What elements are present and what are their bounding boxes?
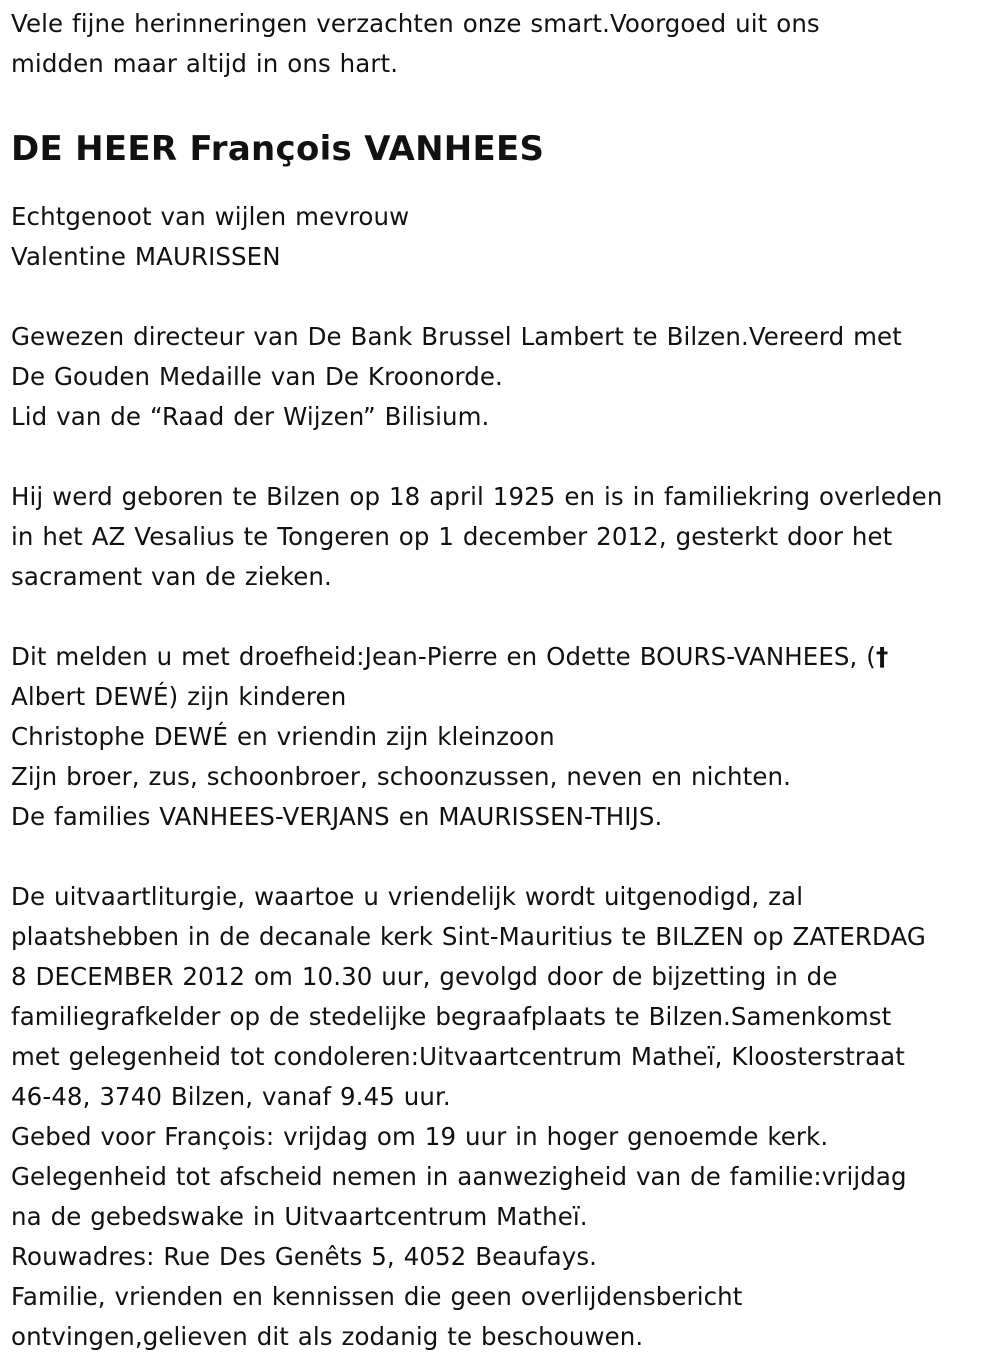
funeral-line: met gelegenheid tot condoleren:Uitvaartcentrum Matheï, Kloosterstraat	[11, 1041, 905, 1071]
paragraph-gap	[11, 597, 990, 637]
birth-death-line: Hij werd geboren te Bilzen op 18 april 1925 en is in familiekring overleden	[11, 481, 943, 511]
funeral-line: Rouwadres: Rue Des Genêts 5, 4052 Beaufays.	[11, 1241, 598, 1271]
funeral-line: Gelegenheid tot afscheid nemen in aanwezigheid van de familie:vrijdag	[11, 1161, 907, 1191]
funeral-line: plaatshebben in de decanale kerk Sint-Mauritius te BILZEN op ZATERDAG	[11, 921, 926, 951]
funeral-line: ontvingen,gelieven dit als zodanig te beschouwen.	[11, 1321, 644, 1351]
paragraph-gap	[11, 437, 990, 477]
funeral-line: Familie, vrienden en kennissen die geen overlijdensbericht	[11, 1281, 743, 1311]
spouse-line: Echtgenoot van wijlen mevrouw	[11, 201, 410, 231]
family-paragraph	[11, 637, 990, 837]
intro-line: midden maar altijd in ons hart.	[11, 49, 399, 78]
family-line: Zijn broer, zus, schoonbroer, schoonzussen, neven en nichten.	[11, 761, 791, 791]
birth-death-paragraph	[11, 477, 990, 597]
funeral-line: na de gebedswake in Uitvaartcentrum Matheï.	[11, 1201, 588, 1231]
career-paragraph	[11, 317, 990, 437]
family-line: Christophe DEWÉ en vriendin zijn kleinzoon	[11, 721, 555, 751]
family-line: Albert DEWÉ) zijn kinderen	[11, 681, 347, 711]
intro-line: Vele fijne herinneringen verzachten onze smart.Voorgoed uit ons	[11, 9, 820, 38]
cross-icon: †	[875, 641, 889, 671]
spouse-paragraph	[11, 197, 990, 277]
paragraph-gap	[11, 837, 990, 877]
funeral-line: Gebed voor François: vrijdag om 19 uur in hoger genoemde kerk.	[11, 1121, 829, 1151]
spouse-line: Valentine MAURISSEN	[11, 241, 281, 271]
family-announcement-text: Dit melden u met droefheid:Jean-Pierre en Odette BOURS-VANHEES, (	[11, 641, 876, 671]
funeral-line: 46-48, 3740 Bilzen, vanaf 9.45 uur.	[11, 1081, 451, 1111]
birth-death-line: in het AZ Vesalius te Tongeren op 1 december 2012, gesterkt door het	[11, 521, 893, 551]
family-line	[11, 637, 990, 677]
deceased-name-heading: DE HEER François VANHEES	[11, 129, 545, 169]
funeral-line: 8 DECEMBER 2012 om 10.30 uur, gevolgd door de bijzetting in de	[11, 961, 838, 991]
career-line: De Gouden Medaille van De Kroonorde.	[11, 361, 503, 391]
family-line: De families VANHEES-VERJANS en MAURISSEN-THIJS.	[11, 801, 663, 831]
birth-death-line: sacrament van de zieken.	[11, 561, 332, 591]
funeral-line: familiegrafkelder op de stedelijke begraafplaats te Bilzen.Samenkomst	[11, 1001, 892, 1031]
intro-paragraph	[11, 4, 990, 84]
career-line: Gewezen directeur van De Bank Brussel Lambert te Bilzen.Vereerd met	[11, 321, 902, 351]
funeral-paragraph	[11, 877, 990, 1357]
funeral-line: De uitvaartliturgie, waartoe u vriendelijk wordt uitgenodigd, zal	[11, 881, 804, 911]
career-line: Lid van de “Raad der Wijzen” Bilisium.	[11, 401, 490, 431]
paragraph-gap	[11, 277, 990, 317]
